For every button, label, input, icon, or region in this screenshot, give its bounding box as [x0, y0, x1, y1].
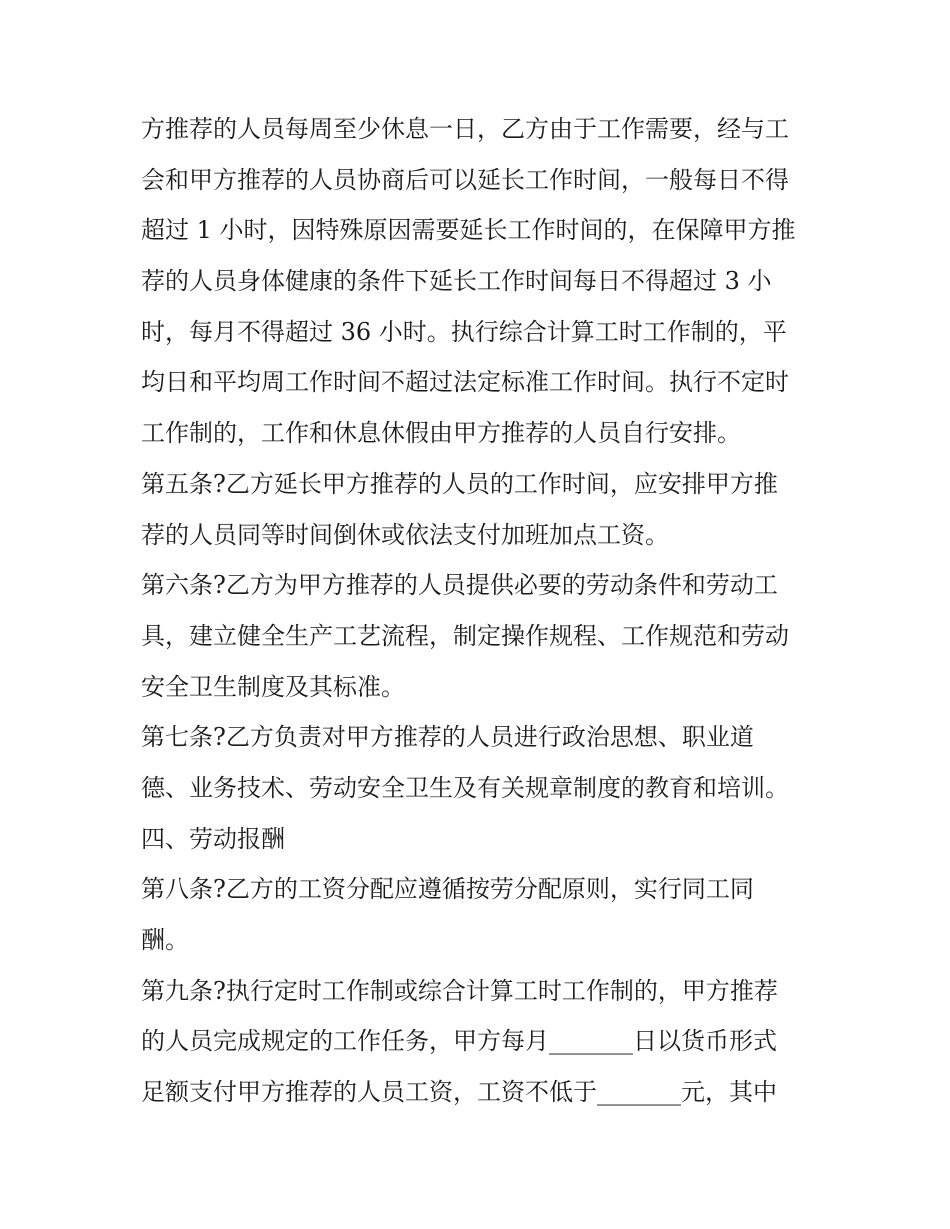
text-line: 荐的人员身体健康的条件下延长工作时间每日不得超过 3 小 [141, 267, 772, 295]
text-line: 安全卫生制度及其标准。 [141, 673, 405, 701]
text-line: 第七条?乙方负责对甲方推荐的人员进行政治思想、职业道 [141, 723, 754, 751]
section-heading: 四、劳动报酬 [141, 825, 285, 853]
text-line: 第九条?执行定时工作制或综合计算工时工作制的，甲方推荐 [141, 977, 778, 1005]
text-line: 均日和平均周工作时间不超过法定标准工作时间。执行不定时 [141, 368, 789, 396]
text-line: 荐的人员同等时间倒休或依法支付加班加点工资。 [141, 521, 669, 549]
text-line: 会和甲方推荐的人员协商后可以延长工作时间，一般每日不得 [141, 166, 789, 194]
text-line: 酬。 [141, 926, 189, 954]
text-line: 的人员完成规定的工作任务，甲方每月_______日以货币形式 [141, 1027, 777, 1055]
text-line: 足额支付甲方推荐的人员工资，工资不低于_______元，其中 [141, 1078, 777, 1106]
text-line: 具，建立健全生产工艺流程，制定操作规程、工作规范和劳动 [141, 622, 789, 650]
text-line: 第八条?乙方的工资分配应遵循按劳分配原则，实行同工同 [141, 875, 754, 903]
text-line: 德、业务技术、劳动安全卫生及有关规章制度的教育和培训。 [141, 774, 789, 802]
text-line: 超过 1 小时，因特殊原因需要延长工作时间的，在保障甲方推 [141, 216, 796, 244]
text-line: 工作制的，工作和休息休假由甲方推荐的人员自行安排。 [141, 419, 741, 447]
text-line: 时，每月不得超过 36 小时。执行综合计算工时工作制的，平 [141, 318, 787, 346]
text-line: 方推荐的人员每周至少休息一日，乙方由于工作需要，经与工 [141, 115, 789, 143]
text-line: 第五条?乙方延长甲方推荐的人员的工作时间，应安排甲方推 [141, 470, 778, 498]
text-line: 第六条?乙方为甲方推荐的人员提供必要的劳动条件和劳动工 [141, 571, 778, 599]
